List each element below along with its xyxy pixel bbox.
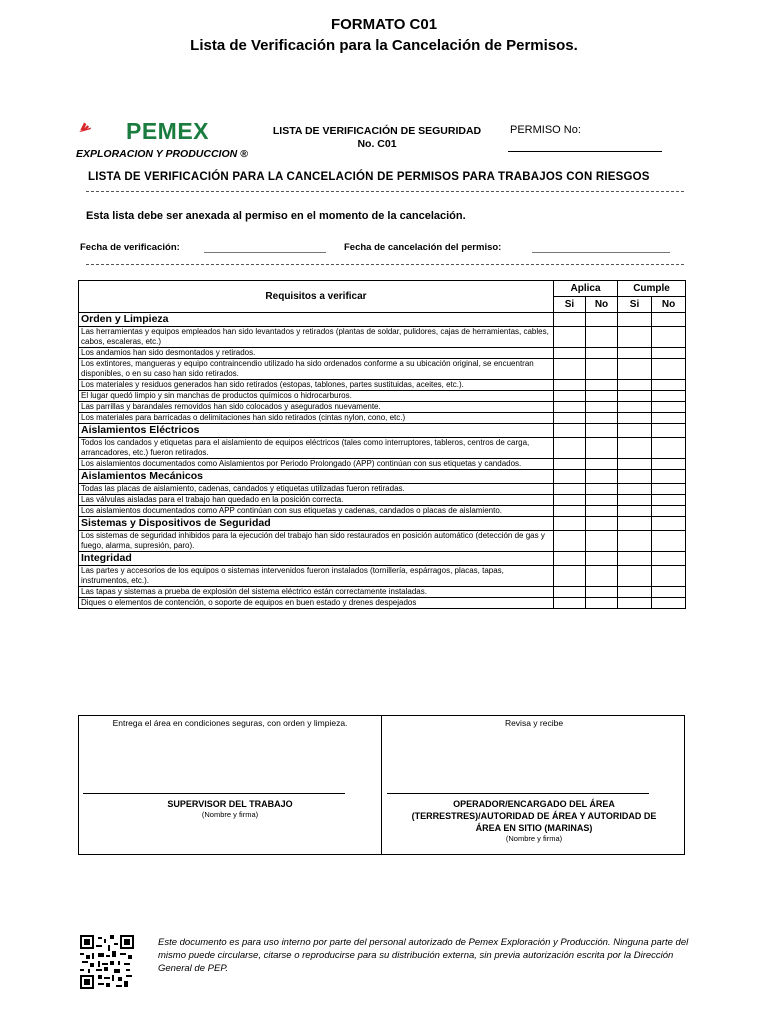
table-row [79,391,686,402]
requirements-table [78,280,686,609]
aplica-no-checkbox[interactable] [586,402,618,413]
aplica-no-checkbox[interactable] [586,531,618,552]
aplica-no-checkbox[interactable] [586,359,618,380]
section-empty-cell [652,470,686,484]
aplica-si-checkbox[interactable] [554,413,586,424]
aplica-no-checkbox[interactable] [586,459,618,470]
operador-name-line2: (TERRESTRES)/AUTORIDAD DE ÁREA Y AUTORIDAD DE [411,811,657,821]
cumple-si-checkbox[interactable] [618,506,652,517]
permiso-field[interactable] [508,151,662,152]
table-row [79,598,686,609]
fecha-verificacion-field[interactable] [204,252,326,253]
section-empty-cell [618,313,652,327]
section-header-row [79,517,686,531]
cumple-no-checkbox[interactable] [652,327,686,348]
cumple-no-checkbox[interactable] [652,391,686,402]
aplica-si-checkbox[interactable] [554,391,586,402]
cumple-no-checkbox[interactable] [652,359,686,380]
pemex-logo [78,108,128,148]
aplica-si-checkbox[interactable] [554,484,586,495]
section-header-row [79,552,686,566]
aplica-si-checkbox[interactable] [554,459,586,470]
operador-name [382,798,686,834]
logo-subtitle: EXPLORACION Y PRODUCCION ® [76,148,248,160]
form-code: FORMATO C01 [330,16,438,33]
section-title: Aislamientos Mecánicos [79,470,554,484]
table-row [79,459,686,470]
section-empty-cell [586,424,618,438]
requirement-text: Las herramientas y equipos empleados han sido levantados y retirados (plantas de soldar, pulidores, cajas de herramientas, cables, cabos, escaleras, etc.) [79,327,554,348]
requirement-text: Todos los candados y etiquetas para el aislamiento de equipos eléctricos (tales como interruptores, tableros, centros de carga, arrancadores, etc.) fueron retirados. [79,438,554,459]
section-empty-cell [618,552,652,566]
list-title: LISTA DE VERIFICACIÓN PARA LA CANCELACIÓN DE PERMISOS PARA TRABAJOS CON RIESGOS [88,171,650,183]
col-aplica: Aplica [554,281,618,297]
col-aplica-no: No [586,297,618,313]
aplica-no-checkbox[interactable] [586,484,618,495]
entrega-label: Entrega el área en condiciones seguras, con orden y limpieza. [112,718,348,728]
aplica-si-checkbox[interactable] [554,587,586,598]
cumple-no-checkbox[interactable] [652,531,686,552]
cumple-si-checkbox[interactable] [618,380,652,391]
cumple-no-checkbox[interactable] [652,402,686,413]
supervisor-name: SUPERVISOR DEL TRABAJO [167,799,293,809]
table-row [79,438,686,459]
table-row [79,402,686,413]
annex-note: Esta lista debe ser anexada al permiso en el momento de la cancelación. [86,210,466,222]
section-empty-cell [554,470,586,484]
aplica-no-checkbox[interactable] [586,506,618,517]
aplica-si-checkbox[interactable] [554,531,586,552]
operador-name-line3: ÁREA EN SITIO (MARINAS) [475,823,593,833]
section-title: Integridad [79,552,554,566]
revisa-label: Revisa y recibe [504,718,564,728]
table-row [79,380,686,391]
section-empty-cell [586,517,618,531]
aplica-no-checkbox[interactable] [586,413,618,424]
cumple-si-checkbox[interactable] [618,495,652,506]
cumple-si-checkbox[interactable] [618,327,652,348]
confidentiality-footer: Este documento es para uso interno por parte del personal autorizado de Pemex Exploración y Producción. Ninguna parte del mismo puede circularse, citarse o reproducirse para su distribución externa, sin previa autorización escrita por la Dirección General de PEP. [158,937,689,974]
aplica-si-checkbox[interactable] [554,438,586,459]
col-cumple-si: Si [618,297,652,313]
section-empty-cell [652,313,686,327]
aplica-si-checkbox[interactable] [554,327,586,348]
requirement-text: Las partes y accesorios de los equipos o sistemas intervenidos fueron instalados (tornillería, espárragos, placas, tapas, instrumentos, etc.). [79,566,554,587]
requirement-text: Las tapas y sistemas a prueba de explosión del sistema eléctrico están correctamente instaladas. [79,587,554,598]
cumple-si-checkbox[interactable] [618,587,652,598]
section-empty-cell [554,552,586,566]
supervisor-sub: (Nombre y firma) [201,810,259,819]
table-row [79,348,686,359]
section-title: Aislamientos Eléctricos [79,424,554,438]
cumple-si-checkbox[interactable] [618,566,652,587]
aplica-si-checkbox[interactable] [554,359,586,380]
section-empty-cell [554,424,586,438]
col-aplica-si: Si [554,297,586,313]
requirement-text: Todas las placas de aislamiento, cadenas, candados y etiquetas utilizadas fueron retiradas. [79,484,554,495]
table-row [79,495,686,506]
cumple-si-checkbox[interactable] [618,359,652,380]
cumple-no-checkbox[interactable] [652,459,686,470]
col-cumple: Cumple [618,281,686,297]
qr-code-icon [80,935,134,989]
aplica-si-checkbox[interactable] [554,402,586,413]
section-header-row [79,424,686,438]
requirement-text: Los andamios han sido desmontados y retirados. [79,348,554,359]
requirement-text: Los extintores, mangueras y equipo contraincendio utilizado ha sido ordenados conforme a su ubicación original, se encuentran disponibles, o en su caso han sido retirados. [79,359,554,380]
section-empty-cell [554,313,586,327]
logo-wordmark: PEMEX [126,118,210,144]
requirement-text: Los sistemas de seguridad inhibidos para la ejecución del trabajo han sido restaurados en posición automático (detección de gas y fuego, alarma, supresión, paro). [79,531,554,552]
cumple-no-checkbox[interactable] [652,484,686,495]
aplica-si-checkbox[interactable] [554,506,586,517]
section-empty-cell [618,470,652,484]
cumple-no-checkbox[interactable] [652,438,686,459]
requirement-text: Los materiales para barricadas o delimitaciones han sido retirados (cintas nylon, cono, etc.) [79,413,554,424]
section-header-row [79,313,686,327]
header-title [258,125,496,151]
cumple-si-checkbox[interactable] [618,413,652,424]
operador-name-line1: OPERADOR/ENCARGADO DEL ÁREA [453,799,615,809]
supervisor-signature-line[interactable] [83,793,345,794]
aplica-no-checkbox[interactable] [586,348,618,359]
dashed-divider [86,264,684,265]
aplica-si-checkbox[interactable] [554,566,586,587]
section-empty-cell [586,313,618,327]
section-empty-cell [652,517,686,531]
table-row [79,484,686,495]
cumple-no-checkbox[interactable] [652,348,686,359]
table-row [79,413,686,424]
form-title: Lista de Verificación para la Cancelación de Permisos. [190,37,578,54]
aplica-si-checkbox[interactable] [554,380,586,391]
cumple-no-checkbox[interactable] [652,506,686,517]
requirement-text: Los aislamientos documentados como APP continúan con sus etiquetas y cadenas, candados o placas de aislamiento. [79,506,554,517]
aplica-no-checkbox[interactable] [586,587,618,598]
aplica-no-checkbox[interactable] [586,327,618,348]
cumple-si-checkbox[interactable] [618,438,652,459]
header-title-line1: LISTA DE VERIFICACIÓN DE SEGURIDAD [272,125,482,137]
operador-sub: (Nombre y firma) [505,834,563,843]
cumple-no-checkbox[interactable] [652,566,686,587]
cumple-si-checkbox[interactable] [618,459,652,470]
cumple-si-checkbox[interactable] [618,598,652,609]
signature-box [78,715,685,855]
fecha-cancelacion-field[interactable] [532,252,670,253]
col-cumple-no: No [652,297,686,313]
section-empty-cell [618,424,652,438]
table-row [79,327,686,348]
requirement-text: Las parrillas y barandales removidos han sido colocados y asegurados nuevamente. [79,402,554,413]
header-title-line2: No. C01 [357,138,397,150]
section-empty-cell [652,552,686,566]
table-row [79,587,686,598]
table-row [79,506,686,517]
aplica-no-checkbox[interactable] [586,391,618,402]
col-requisitos: Requisitos a verificar [79,281,554,313]
aplica-no-checkbox[interactable] [586,495,618,506]
aplica-no-checkbox[interactable] [586,598,618,609]
permiso-label: PERMISO No: [510,124,581,136]
table-row [79,531,686,552]
cumple-no-checkbox[interactable] [652,598,686,609]
section-header-row [79,470,686,484]
operador-signature-line[interactable] [387,793,649,794]
requirement-text: Diques o elementos de contención, o soporte de equipos en buen estado y drenes despejados [79,598,554,609]
aplica-si-checkbox[interactable] [554,598,586,609]
requirement-text: El lugar quedó limpio y sin manchas de productos químicos o hidrocarburos. [79,391,554,402]
fecha-cancelacion-label: Fecha de cancelación del permiso: [344,242,502,253]
requirement-text: Los materiales y residuos generados han sido retirados (estopas, tablones, partes sustituidas, aceites, etc.). [79,380,554,391]
section-empty-cell [586,470,618,484]
section-title: Orden y Limpieza [79,313,554,327]
cumple-no-checkbox[interactable] [652,495,686,506]
cumple-no-checkbox[interactable] [652,587,686,598]
section-empty-cell [652,424,686,438]
aplica-si-checkbox[interactable] [554,495,586,506]
aplica-no-checkbox[interactable] [586,438,618,459]
cumple-si-checkbox[interactable] [618,531,652,552]
table-row [79,566,686,587]
section-title: Sistemas y Dispositivos de Seguridad [79,517,554,531]
section-empty-cell [554,517,586,531]
dashed-divider [86,191,684,192]
cumple-si-checkbox[interactable] [618,348,652,359]
cumple-si-checkbox[interactable] [618,391,652,402]
table-row [79,359,686,380]
cumple-si-checkbox[interactable] [618,402,652,413]
requirement-text: Las válvulas aisladas para el trabajo han quedado en la posición correcta. [79,495,554,506]
aplica-no-checkbox[interactable] [586,566,618,587]
section-empty-cell [618,517,652,531]
fecha-verificacion-label: Fecha de verificación: [80,242,180,253]
requirement-text: Los aislamientos documentados como Aislamientos por Periodo Prolongado (APP) continúan con sus etiquetas y candados. [79,459,554,470]
aplica-si-checkbox[interactable] [554,348,586,359]
cumple-si-checkbox[interactable] [618,484,652,495]
cumple-no-checkbox[interactable] [652,413,686,424]
aplica-no-checkbox[interactable] [586,380,618,391]
section-empty-cell [586,552,618,566]
cumple-no-checkbox[interactable] [652,380,686,391]
